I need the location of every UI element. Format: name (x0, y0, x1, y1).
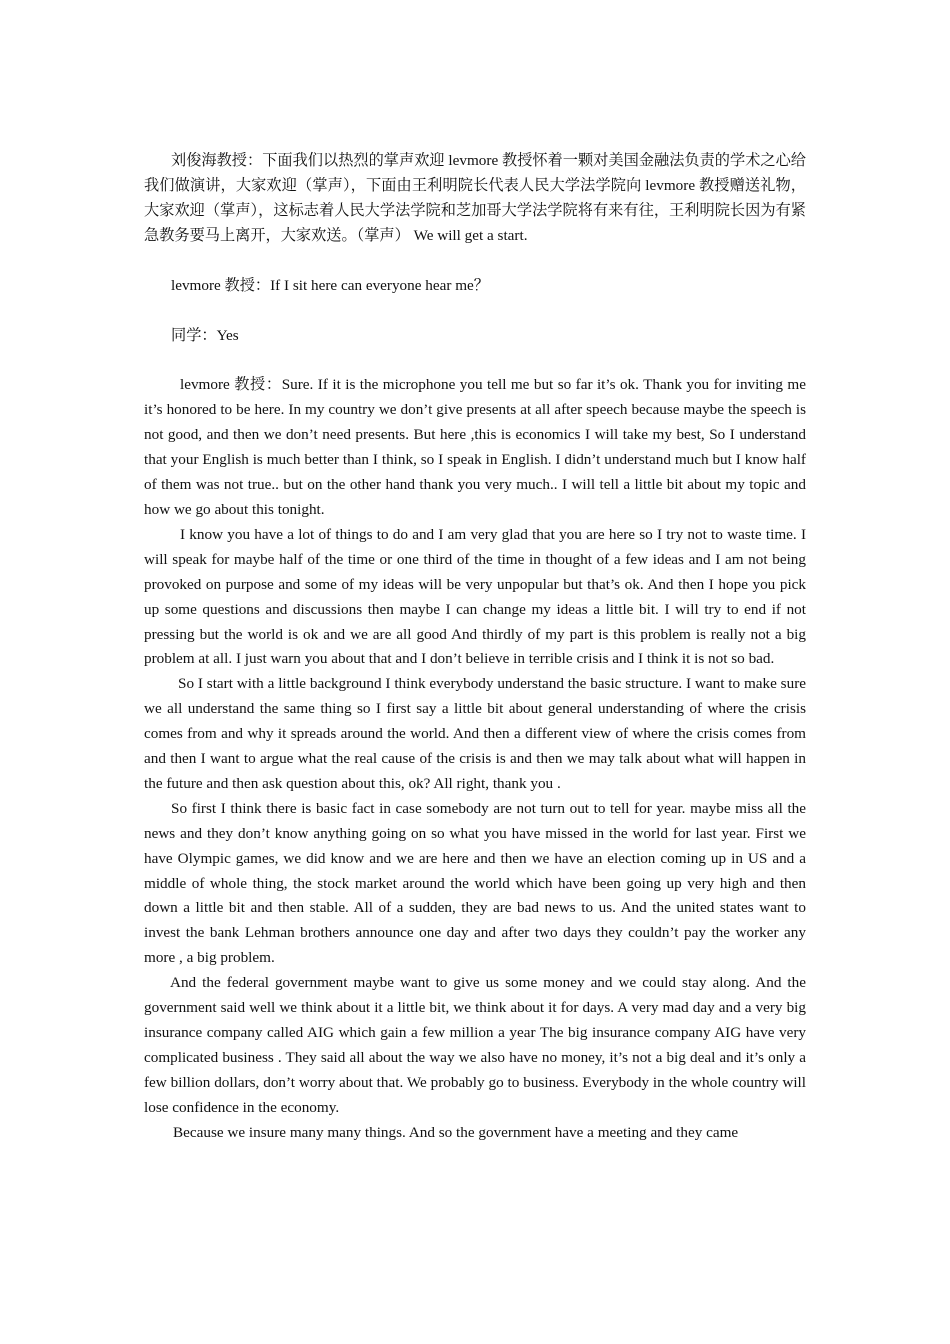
paragraph-opening-remarks: 刘俊海教授：下面我们以热烈的掌声欢迎 levmore 教授怀着一颗对美国金融法负责的学术之心给我们做演讲，大家欢迎（掌声），下面由王利明院长代表人民大学法学院向 levmore 教授赠送礼物，大家欢迎（掌声），这标志着人民大学法学院和芝加哥大学法学院将有来有往，王利明院长因为有紧急教务要马上离开，大家欢送。（掌声） We will get a start. (144, 152, 806, 244)
paragraph-gap (144, 299, 806, 324)
document-body (144, 149, 806, 1146)
paragraph-gap (144, 348, 806, 373)
paragraph-levmore-question: levmore 教授：If I sit here can everyone hear me？ (171, 276, 489, 294)
paragraph-gap (144, 249, 806, 274)
paragraph-federal-government: And the federal government maybe want to give us some money and we could stay along. And the government said well we think about it a little bit, we think about it for days. A very mad day and a very big insurance company called AIG which gain a few million a year The big insurance company AIG have very complicated business . They said all about the way we also have no money, it’s not a big deal and it’s only a few billion dollars, don’t worry about that. We probably go to business. Everybody in the whole country will lose confidence in the economy. (144, 974, 806, 1116)
paragraph-student-answer: 同学：Yes (171, 326, 239, 344)
paragraph-background: So I start with a little background I think everybody understand the basic structure. I want to make sure we all understand the same thing so I first say a little bit about general understanding of where the crisis comes from and why it spreads around the world. And then a different view of where the crisis comes from and then I want to argue what the real cause of the crisis is and then we may talk about what will happen in the future and then ask question about this, ok? All right, thank you . (144, 675, 806, 792)
paragraph-basic-facts: So first I think there is basic fact in case somebody are not turn out to tell for year. maybe miss all the news and they don’t know anything going on so what you have missed in the world for last year. First we have Olympic games, we did know and we are here and then we have an election coming up in US and a middle of whole thing, the stock market around the world which have been going up very high and then down a little bit and then stable. All of a sudden, they are bad news to us. And the united states want to invest the bank Lehman brothers announce one day and after two days they couldn’t pay the worker any more , a big problem. (144, 799, 806, 967)
paragraph-insurance: Because we insure many many things. And so the government have a meeting and they came (173, 1123, 739, 1141)
paragraph-time-plan: I know you have a lot of things to do and I am very glad that you are here so I try not to waste time. I will speak for maybe half of the time or one third of the time in thought of a few ideas and I am not being provoked on purpose and some of my ideas will be very unpopular but that’s ok. And then I hope you pick up some questions and discussions then maybe I can change my ideas a little bit. I will try to end if not pressing but the world is ok and we are all good And thirdly of my part is this problem is really not a big problem at all. I just warn you about that and I don’t believe in terrible crisis and I think it is not so bad. (144, 525, 806, 668)
paragraph-levmore-intro: levmore 教授：Sure. If it is the microphone you tell me but so far it’s ok. Thank you for inviting me it’s honored to be here. In my country we don’t give presents at all after speech because maybe the speech is not good, and then we don’t need presents. But here ,this is economics I will take my best, So I understand that your English is much better than I think, so I speak in English. I didn’t understand much but I know half of them was not true.. but on the other hand thank you very much.. I will tell a little bit about my topic and how we go about this tonight. (144, 376, 806, 518)
